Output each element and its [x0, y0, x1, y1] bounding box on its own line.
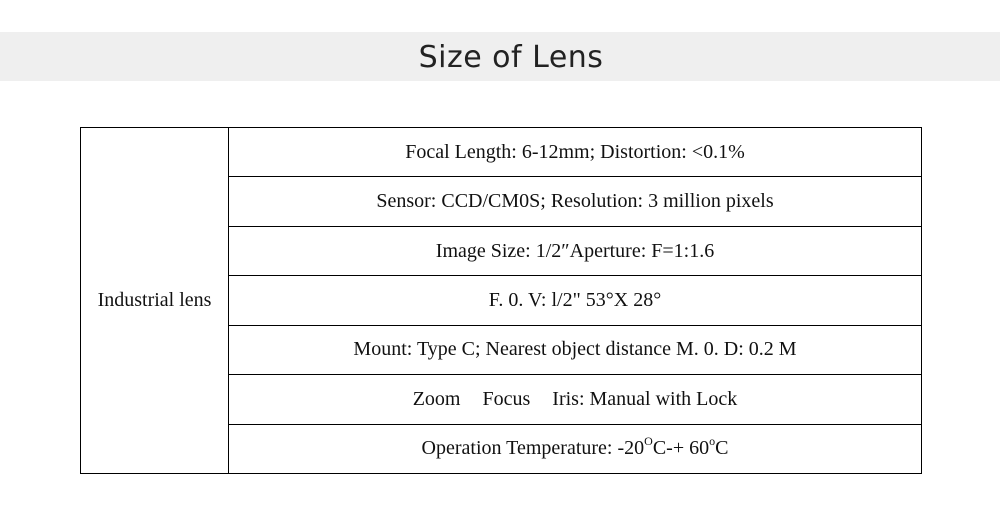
- iris-label: Iris: Manual with Lock: [552, 387, 738, 410]
- temperature-middle: C-+ 60: [652, 437, 710, 460]
- title-bar: [0, 32, 1000, 81]
- temperature-cell: [229, 424, 922, 473]
- mount-cell: Mount: Type C; Nearest object distance M. 0. D: 0.2 M: [229, 325, 922, 374]
- focal-length-cell: Focal Length: 6-12mm; Distortion: <0.1%: [229, 128, 922, 177]
- lens-spec-table: [80, 127, 922, 474]
- controls-cell: [229, 375, 922, 424]
- temperature-suffix: C: [715, 437, 729, 460]
- focus-label: Focus: [482, 387, 531, 410]
- image-size-cell: Image Size: 1/2″Aperture: F=1:1.6: [229, 226, 922, 275]
- degree-mark: O: [644, 434, 653, 449]
- temperature-prefix: Operation Temperature: -20: [421, 437, 645, 460]
- page-title: Size of Lens: [418, 40, 604, 75]
- fov-cell: F. 0. V: l/2" 53°X 28°: [229, 276, 922, 325]
- category-cell: Industrial lens: [81, 128, 229, 474]
- degree-mark: o: [709, 434, 716, 449]
- table-row: [81, 128, 922, 177]
- zoom-label: Zoom: [412, 387, 461, 410]
- sensor-cell: Sensor: CCD/CM0S; Resolution: 3 million pixels: [229, 177, 922, 226]
